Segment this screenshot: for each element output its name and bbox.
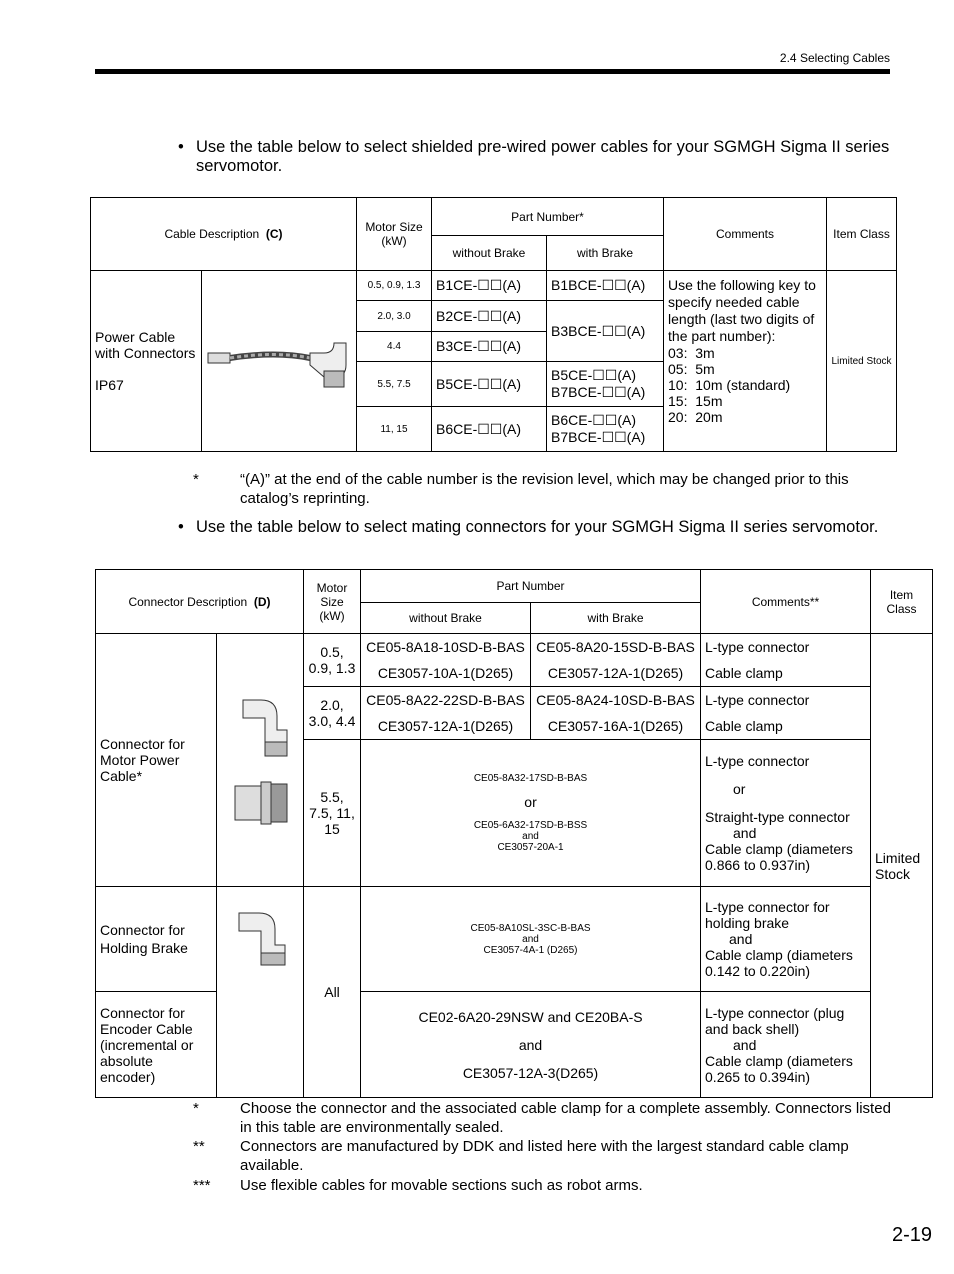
t1-row5-with bbox=[547, 407, 664, 452]
t2-motor-power-image-cell bbox=[217, 634, 304, 887]
table1-note bbox=[193, 470, 893, 508]
bullet-1-text: Use the table below to select shielded pre-wired power cables for your SGMGH Sigma II series servomotor. bbox=[196, 138, 890, 175]
t1-row4-size: 5.5, 7.5 bbox=[357, 362, 432, 407]
power-cable-image bbox=[206, 331, 354, 391]
footnote-3 bbox=[193, 1176, 893, 1195]
section-header: 2.4 Selecting Cables bbox=[779, 51, 890, 65]
bullet-1 bbox=[178, 138, 893, 176]
bullet-2 bbox=[178, 518, 893, 537]
t2-row3-size: 5.5, 7.5, 11, 15 bbox=[304, 740, 361, 887]
bullet-dot: • bbox=[178, 518, 184, 536]
header-without-brake: without Brake bbox=[432, 236, 547, 271]
comment-intro: Use the following key to specify needed cable length (last two digits of the part number): bbox=[668, 277, 816, 344]
footnote-2 bbox=[193, 1137, 893, 1175]
header-comments: Comments bbox=[664, 198, 827, 271]
t1-row4-without: B5CE-☐☐(A) bbox=[432, 362, 547, 407]
t2-row3-parts bbox=[361, 740, 701, 887]
t2-row1-with bbox=[531, 634, 701, 687]
t1-row5-size: 11, 15 bbox=[357, 407, 432, 452]
t1-row1-without: B1CE-☐☐(A) bbox=[432, 271, 547, 301]
t2-item-class: Limited Stock bbox=[871, 634, 933, 1098]
bullet-dot: • bbox=[178, 138, 184, 156]
footnote-3-text: Use flexible cables for movable sections such as robot arms. bbox=[240, 1177, 643, 1194]
t1-row4-with-1: B5CE-☐☐(A) bbox=[551, 367, 636, 383]
t2-row4-comment-2: Cable clamp (diameters 0.142 to 0.220in) bbox=[705, 947, 853, 979]
t2-row3-or: or bbox=[524, 794, 537, 810]
t1-row1-size: 0.5, 0.9, 1.3 bbox=[357, 271, 432, 301]
t2-row4-part-2: CE3057-4A-1 (D265) bbox=[483, 944, 578, 956]
t1-row5-with-1: B6CE-☐☐(A) bbox=[551, 412, 636, 428]
footnote-3-mark: *** bbox=[193, 1177, 211, 1194]
t2-row2-with bbox=[531, 687, 701, 740]
note1-text: “(A)” at the end of the cable number is the revision level, which may be changed prior to this catalog’s reprinting. bbox=[240, 471, 849, 507]
t2-row3-part-1: CE05-8A32-17SD-B-BAS bbox=[473, 773, 588, 784]
t2-row3-comments bbox=[701, 740, 871, 887]
page-number: 2-19 bbox=[891, 1224, 932, 1246]
comment-key-4: 20: 20m bbox=[668, 409, 723, 425]
footnote-2-text: Connectors are manufactured by DDK and listed here with the largest standard cable clamp available. bbox=[240, 1138, 849, 1174]
bullet-2-text: Use the table below to select mating connectors for your SGMGH Sigma II series servomotor. bbox=[196, 518, 879, 536]
holding-brake-connector-image bbox=[225, 907, 295, 967]
t2-row2-without-2: CE3057-12A-1(D265) bbox=[377, 718, 514, 734]
t2-row3-comment-or: or bbox=[733, 781, 746, 797]
t1-row1-with: B1BCE-☐☐(A) bbox=[547, 271, 664, 301]
header-cable-description: Cable Description (C) bbox=[91, 198, 357, 271]
t2-row5-part-2: CE3057-12A-3(D265) bbox=[462, 1064, 599, 1081]
comment-key-3: 15: 15m bbox=[668, 393, 723, 409]
motor-power-connector-image bbox=[225, 690, 295, 830]
t1-row3-without: B3CE-☐☐(A) bbox=[432, 332, 547, 362]
t2-motor-power-description: Connector for Motor Power Cable* bbox=[96, 634, 217, 887]
t1-row4-with bbox=[547, 362, 664, 407]
t2-row4-part-1: CE05-8A10SL-3SC-B-BAS bbox=[470, 922, 591, 934]
t2-row1-with-2: CE3057-12A-1(D265) bbox=[547, 665, 684, 681]
t1-row5-without: B6CE-☐☐(A) bbox=[432, 407, 547, 452]
t2-row3-part-3: CE3057-20A-1 bbox=[497, 842, 564, 853]
t2-header-part-number: Part Number bbox=[361, 570, 701, 603]
t2-row2-comments bbox=[701, 687, 871, 740]
t2-row1-comment-1: L-type connector bbox=[705, 639, 810, 655]
connector-table bbox=[95, 569, 933, 1098]
header-part-number: Part Number* bbox=[432, 198, 664, 236]
t2-row1-without bbox=[361, 634, 531, 687]
t2-header-without-brake: without Brake bbox=[361, 603, 531, 634]
t2-row2-comment-1: L-type connector bbox=[705, 692, 810, 708]
t2-row4-comment-and: and bbox=[729, 931, 753, 947]
t1-row3-size: 4.4 bbox=[357, 332, 432, 362]
t2-row1-comment-2: Cable clamp bbox=[705, 665, 783, 681]
t2-header-comments: Comments** bbox=[701, 570, 871, 634]
cable-image-cell bbox=[202, 271, 357, 452]
t2-row2-without-1: CE05-8A22-22SD-B-BAS bbox=[366, 692, 525, 708]
power-cable-table bbox=[90, 197, 897, 452]
t2-row5-part-1: CE02-6A20-29NSW and CE20BA-S bbox=[418, 1008, 643, 1025]
t1-row2-without: B2CE-☐☐(A) bbox=[432, 301, 547, 332]
header-with-brake: with Brake bbox=[547, 236, 664, 271]
cable-description: Power Cable with Connectors bbox=[95, 329, 196, 361]
cable-description-cell bbox=[91, 271, 202, 452]
t2-row5-parts bbox=[361, 992, 701, 1098]
footnote-1 bbox=[193, 1099, 893, 1137]
t2-row1-with-1: CE05-8A20-15SD-B-BAS bbox=[536, 639, 695, 655]
footnote-1-mark: * bbox=[193, 1100, 199, 1117]
t2-row4-parts bbox=[361, 887, 701, 992]
t2-row2-without bbox=[361, 687, 531, 740]
t2-row5-comments bbox=[701, 992, 871, 1098]
t2-row1-comments bbox=[701, 634, 871, 687]
t1-row2-size: 2.0, 3.0 bbox=[357, 301, 432, 332]
t2-row3-comment-3: Cable clamp (diameters 0.866 to 0.937in) bbox=[705, 841, 853, 873]
t2-row2-with-2: CE3057-16A-1(D265) bbox=[547, 718, 684, 734]
t2-row5-comment-1: L-type connector (plug and back shell) bbox=[705, 1004, 845, 1037]
t2-row3-comment-and: and bbox=[733, 825, 757, 841]
t2-header-item-class: Item Class bbox=[871, 570, 933, 634]
comment-key-1: 05: 5m bbox=[668, 361, 715, 377]
t2-row1-without-2: CE3057-10A-1(D265) bbox=[377, 665, 514, 681]
t2-row1-size: 0.5, 0.9, 1.3 bbox=[304, 634, 361, 687]
t1-comments-cell bbox=[664, 271, 827, 452]
t2-row3-comment-1: L-type connector bbox=[705, 753, 810, 769]
t2-row4-and: and bbox=[522, 933, 539, 945]
t1-row4-with-2: B7BCE-☐☐(A) bbox=[551, 384, 646, 400]
t1-row2-with: B3BCE-☐☐(A) bbox=[547, 301, 664, 362]
comment-key-0: 03: 3m bbox=[668, 345, 715, 361]
t2-row3-and: and bbox=[522, 831, 539, 842]
t2-row4-comments bbox=[701, 887, 871, 992]
note1-mark: * bbox=[193, 471, 199, 488]
t2-row4-size: All bbox=[304, 887, 361, 1098]
comment-key-2: 10: 10m (standard) bbox=[668, 377, 791, 393]
t2-row3-comment-2: Straight-type connector bbox=[705, 809, 850, 825]
ip-rating: IP67 bbox=[95, 377, 124, 393]
t2-brake-image-cell bbox=[217, 887, 304, 1098]
t2-row5-comment-2: Cable clamp (diameters 0.265 to 0.394in) bbox=[705, 1052, 853, 1085]
t2-row2-comment-2: Cable clamp bbox=[705, 718, 783, 734]
t2-header-description: Connector Description (D) bbox=[96, 570, 304, 634]
header-item-class: Item Class bbox=[827, 198, 897, 271]
t2-holding-brake-description: Connector for Holding Brake bbox=[96, 887, 217, 992]
t2-header-motor-size: Motor Size (kW) bbox=[304, 570, 361, 634]
header-rule bbox=[95, 69, 890, 74]
t1-item-class: Limited Stock bbox=[827, 271, 897, 452]
t2-encoder-description: Connector for Encoder Cable (incremental or absolute encoder) bbox=[96, 992, 217, 1098]
t2-row3-part-2: CE05-6A32-17SD-B-BSS bbox=[473, 820, 588, 831]
t2-row2-with-1: CE05-8A24-10SD-B-BAS bbox=[536, 692, 695, 708]
t2-row4-comment-1: L-type connector for holding brake bbox=[705, 899, 830, 931]
t2-row5-comment-and: and bbox=[733, 1036, 757, 1053]
t2-row5-and: and bbox=[518, 1036, 543, 1053]
t2-row2-size: 2.0, 3.0, 4.4 bbox=[304, 687, 361, 740]
footnote-1-text: Choose the connector and the associated cable clamp for a complete assembly. Connectors listed in this table are environmentally sealed. bbox=[240, 1100, 891, 1136]
t2-header-with-brake: with Brake bbox=[531, 603, 701, 634]
t1-row5-with-2: B7BCE-☐☐(A) bbox=[551, 429, 646, 445]
t2-row1-without-1: CE05-8A18-10SD-B-BAS bbox=[366, 639, 525, 655]
footnote-2-mark: ** bbox=[193, 1138, 205, 1155]
header-motor-size: Motor Size (kW) bbox=[357, 198, 432, 271]
